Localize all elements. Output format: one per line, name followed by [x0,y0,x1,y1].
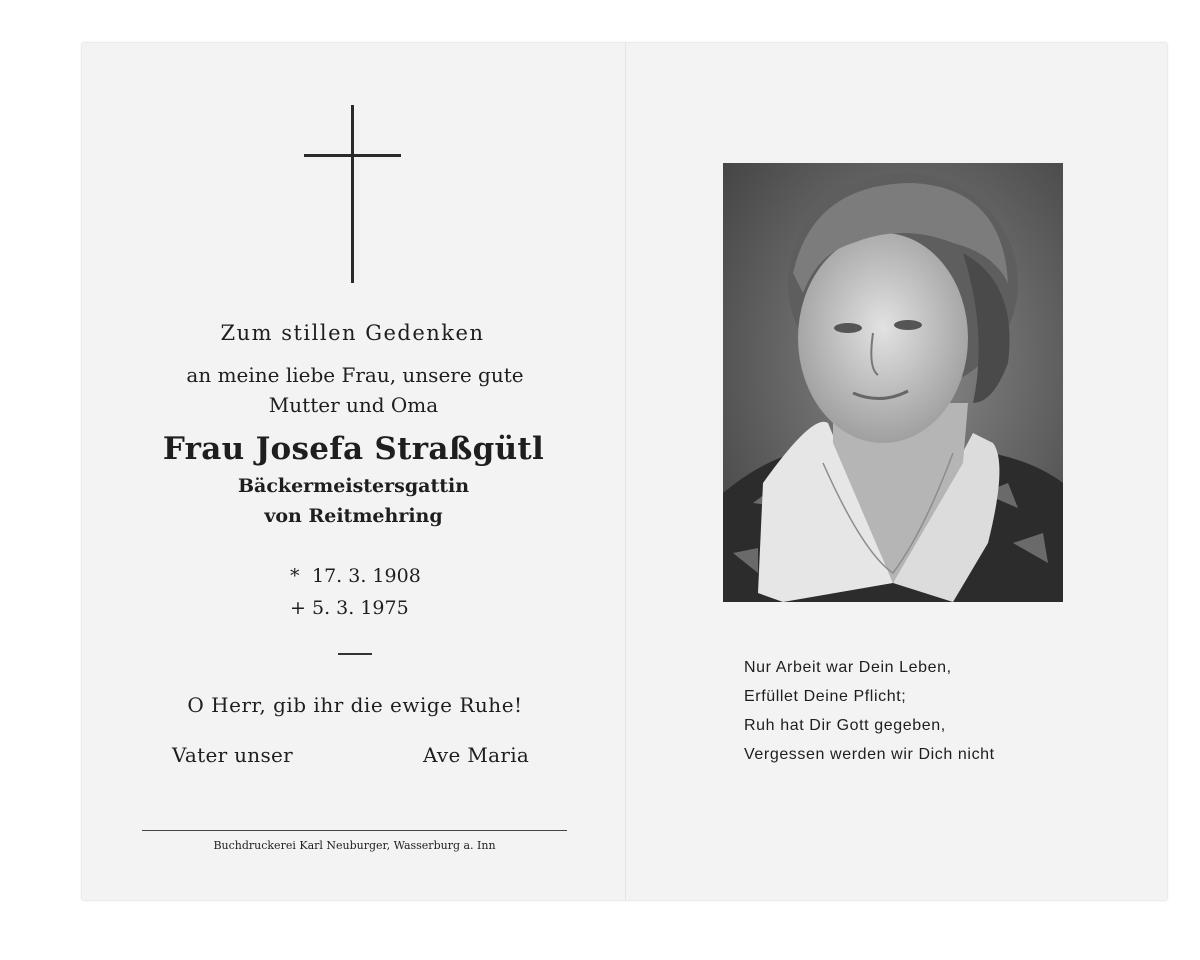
death-symbol: + [290,597,306,619]
cross-icon-bar [304,154,401,157]
deceased-title: Bäckermeistersgattin [237,475,470,497]
verse-line: Erfüllet Deine Pflicht; [744,688,907,705]
verse-line: Vergessen werden wir Dich nicht [744,746,995,763]
card-fold [625,43,626,900]
birth-symbol: * [290,565,300,587]
divider [338,653,372,655]
verse-line: Ruh hat Dir Gott gegeben, [744,717,946,734]
birth-row [290,560,421,592]
dedication-line-2: Mutter und Oma [268,393,439,417]
prayer-vater-unser: Vater unser [172,743,294,767]
printer-credit: Buchdruckerei Karl Neuburger, Wasserburg a. Inn [213,839,496,852]
prayer-ave-maria: Ave Maria [423,743,530,767]
birth-date: 17. 3. 1908 [312,565,421,587]
deceased-name: Frau Josefa Straßgütl [162,431,545,467]
prayer-line: O Herr, gib ihr die ewige Ruhe! [187,693,523,717]
portrait-photo [723,163,1063,602]
verse-line: Nur Arbeit war Dein Leben, [744,659,952,676]
death-date: 5. 3. 1975 [312,597,409,619]
verse [744,653,995,769]
death-row [290,592,421,624]
memorial-card [82,43,1167,900]
life-dates [290,560,421,624]
printer-rule [142,830,567,831]
deceased-hometown: von Reitmehring [264,505,443,527]
memorial-heading: Zum stillen Gedenken [220,321,485,345]
cross-icon [351,105,354,283]
dedication-line-1: an meine liebe Frau, unsere gute [186,363,524,387]
